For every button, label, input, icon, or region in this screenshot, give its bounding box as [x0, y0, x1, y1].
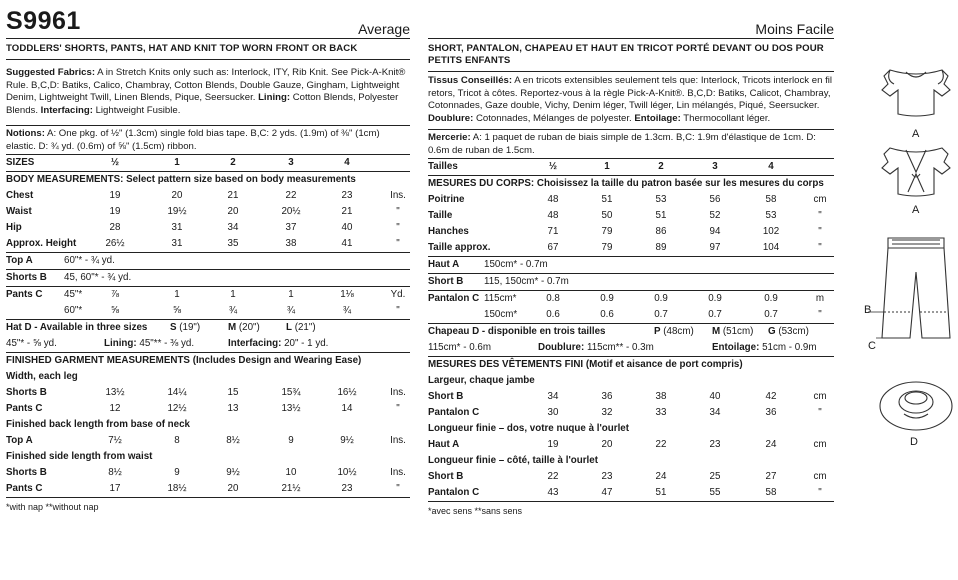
hat-title: Chapeau D - disponible en trois tailles — [428, 325, 606, 337]
left-body-measurements-title — [6, 171, 410, 188]
left-body-row — [6, 188, 410, 204]
left-side-row — [6, 481, 410, 497]
cell: 17 — [109, 482, 121, 494]
left-pants-c-yardage — [6, 303, 410, 319]
cell: 28 — [109, 221, 121, 233]
cell: 102 — [762, 225, 780, 237]
subsection-title: Width, each leg — [6, 370, 78, 382]
cell: 24 — [655, 470, 667, 482]
cell: 41 — [341, 237, 353, 249]
row-label: Short B — [428, 390, 464, 402]
right-side-row — [428, 485, 834, 501]
right-pants-c-yardage — [428, 290, 834, 307]
section-title: MESURES DES VÊTEMENTS FINI (Motif et aisance de port compris) — [428, 358, 743, 370]
cell: 71 — [547, 225, 559, 237]
cell: 7½ — [108, 434, 122, 446]
left-width-row — [6, 401, 410, 417]
cell: 32 — [601, 406, 613, 418]
cell: 43 — [547, 486, 559, 498]
sizes-label: Tailles — [428, 160, 458, 172]
cell: 35 — [227, 237, 239, 249]
row-label: Taille approx. — [428, 241, 491, 253]
cell: 14¼ — [167, 386, 187, 398]
row-label: Approx. Height — [6, 237, 77, 249]
right-width-row — [428, 405, 834, 421]
right-table-bottom-rule — [428, 501, 834, 502]
right-top-a-yardage — [428, 256, 834, 273]
hat-interfacing: Interfacing: 20" - 1 yd. — [228, 337, 329, 349]
row-label: Pants C — [6, 288, 43, 300]
cell: 25 — [709, 470, 721, 482]
cell: 51 — [655, 486, 667, 498]
cell: 38 — [655, 390, 667, 402]
left-pants-c-yardage — [6, 286, 410, 303]
cell: ⅝ — [172, 304, 182, 316]
row-label: Shorts B — [6, 271, 47, 283]
left-body-row — [6, 236, 410, 252]
cell: 20 — [227, 205, 239, 217]
section-title: BODY MEASUREMENTS: Select pattern size based on body measurements — [6, 173, 356, 185]
footnote-fr: *avec sens **sans sens — [428, 505, 523, 516]
cell: 1 — [174, 288, 180, 300]
label-a-2: A — [912, 204, 920, 216]
yardage-value: 115, 150cm* - 0.7m — [484, 275, 569, 287]
row-label: Top A — [6, 434, 33, 446]
subsection-title: Longueur finie – dos, votre nuque à l'ourlet — [428, 422, 630, 434]
subsection-title: Finished back length from base of neck — [6, 418, 191, 430]
left-table-bottom-rule — [6, 497, 410, 498]
left-body-row — [6, 220, 410, 236]
cell: 12½ — [167, 402, 187, 414]
cell: 0.8 — [546, 292, 560, 304]
unit: " — [396, 237, 400, 249]
unit: " — [818, 225, 822, 237]
right-finished-title — [428, 356, 834, 373]
right-side-row — [428, 469, 834, 485]
cell: 1 — [288, 288, 294, 300]
cell: 21 — [341, 205, 353, 217]
left-width-title — [6, 369, 410, 385]
cell: 47 — [601, 486, 613, 498]
cell: 34 — [709, 406, 721, 418]
hat-d-sketch — [880, 382, 952, 430]
unit: cm — [813, 390, 827, 402]
cell: 30 — [547, 406, 559, 418]
cell: 10½ — [337, 466, 357, 478]
cell: 38 — [285, 237, 297, 249]
cell: 1 — [230, 288, 236, 300]
cell: 23 — [601, 470, 613, 482]
unit: Ins. — [390, 434, 406, 446]
pattern-subtitle: TODDLERS' SHORTS, PANTS, HAT AND KNIT TOP WORN FRONT OR BACK — [6, 43, 358, 54]
fabric-width: 150cm* — [484, 308, 518, 320]
cell: 31 — [171, 237, 183, 249]
section-title: FINISHED GARMENT MEASUREMENTS (Includes Design and Wearing Ease) — [6, 354, 362, 366]
cell: 50 — [601, 209, 613, 221]
row-label: Poitrine — [428, 193, 465, 205]
left-shorts-b-yardage — [6, 269, 410, 286]
cell: 0.6 — [600, 308, 614, 320]
cell: 67 — [547, 241, 559, 253]
right-hat-sizes-row — [428, 323, 834, 340]
difficulty-level-fr: Moins Facile — [755, 21, 834, 37]
left-side-row — [6, 465, 410, 481]
cell: 23 — [709, 438, 721, 450]
pattern-subtitle-fr: SHORT, PANTALON, CHAPEAU ET HAUT EN TRICOT PORTÉ DEVANT OU DOS POUR PETITS ENFANTS — [428, 43, 824, 66]
cell: 34 — [547, 390, 559, 402]
cell: 22 — [655, 438, 667, 450]
size-0: ½ — [548, 160, 558, 172]
sizes-label: SIZES — [6, 156, 35, 168]
english-column — [6, 8, 410, 513]
label-a: A — [912, 128, 920, 140]
top-a-twist-sketch — [882, 148, 950, 196]
section-title: MESURES DU CORPS: Choisissez la taille du patron basée sur les mesures du corps — [428, 177, 824, 189]
cell: ⅝ — [110, 304, 120, 316]
hat-lining: Doublure: 115cm** - 0.3m — [538, 341, 654, 353]
cell: 0.9 — [600, 292, 614, 304]
row-label: Top A — [6, 254, 33, 266]
row-label: Pants C — [6, 482, 43, 494]
cell: 58 — [765, 193, 777, 205]
unit: Ins. — [390, 189, 406, 201]
size-2: 2 — [658, 160, 664, 172]
cell: 42 — [765, 390, 777, 402]
cell: 16½ — [337, 386, 357, 398]
unit: " — [396, 304, 400, 316]
cell: 21½ — [281, 482, 301, 494]
hat-size-2: G (53cm) — [768, 325, 809, 337]
row-label: Chest — [6, 189, 34, 201]
unit: " — [818, 406, 822, 418]
size-4: 4 — [344, 156, 350, 168]
unit: Yd. — [390, 288, 406, 300]
unit: " — [818, 308, 822, 320]
cell: ¾ — [228, 304, 238, 316]
cell: 0.7 — [764, 308, 778, 320]
cell: 15 — [227, 386, 239, 398]
cell: 10 — [285, 466, 297, 478]
fabric-width: 115cm* — [484, 292, 517, 304]
unit: cm — [813, 438, 827, 450]
cell: 48 — [547, 193, 559, 205]
left-finished-title — [6, 352, 410, 369]
cell: 33 — [655, 406, 667, 418]
hat-fabric: 45"* - ⅝ yd. — [6, 337, 57, 349]
suggested-fabrics: Suggested Fabrics: A in Stretch Knits only such as: Interlock, ITY, Rib Knit. See Pick-A-Knit® Rule. B,C,D: Batiks, Calico, Chambray, Cotton Blends, Double Gauze, Gingham, Lightweight Denim, Lightweight Twill, Linen Blends, Pique, Seersucker. Lining: Cotton Blends, Polyester Blends. Interfacing: Lightweight Fusible. — [6, 67, 406, 116]
garment-sketches — [846, 62, 958, 462]
cell: ¾ — [342, 304, 352, 316]
cell: 0.7 — [654, 308, 668, 320]
hat-interfacing: Entoilage: 51cm - 0.9m — [712, 341, 817, 353]
hat-size-1: M (51cm) — [712, 325, 754, 337]
right-width-title — [428, 373, 834, 389]
right-body-row — [428, 240, 834, 256]
left-back-title — [6, 417, 410, 433]
cell: 34 — [227, 221, 239, 233]
right-body-row — [428, 224, 834, 240]
cell: 79 — [601, 225, 613, 237]
size-1: 1 — [604, 160, 610, 172]
cell: 21 — [227, 189, 239, 201]
size-4: 4 — [768, 160, 774, 172]
cell: 94 — [709, 225, 721, 237]
fabric-width: 45"* — [64, 288, 83, 300]
cell: 0.9 — [654, 292, 668, 304]
unit: cm — [813, 193, 827, 205]
unit: " — [818, 486, 822, 498]
subsection-title: Longueur finie – côté, taille à l'ourlet — [428, 454, 598, 466]
cell: 79 — [601, 241, 613, 253]
cell: 9½ — [226, 466, 240, 478]
size-table — [6, 154, 410, 498]
cell: 36 — [765, 406, 777, 418]
fabric-width: 60"* — [64, 304, 83, 316]
pattern-code: S9961 — [6, 7, 81, 35]
right-sizes-row — [428, 158, 834, 175]
size-1: 1 — [174, 156, 180, 168]
cell: 23 — [341, 189, 353, 201]
right-width-row — [428, 389, 834, 405]
row-label: Short B — [428, 275, 464, 287]
cell: 13 — [227, 402, 239, 414]
row-label: Shorts B — [6, 386, 47, 398]
cell: 9½ — [340, 434, 354, 446]
footnote: *with nap **without nap — [6, 501, 99, 512]
garment-illustrations — [846, 62, 958, 462]
row-label: Hip — [6, 221, 22, 233]
cell: 19 — [109, 205, 121, 217]
cell: 1⅛ — [340, 288, 354, 300]
label-c: C — [868, 340, 876, 352]
row-label: Pantalon C — [428, 292, 480, 304]
right-back-row — [428, 437, 834, 453]
cell: 22 — [547, 470, 559, 482]
cell: ⅞ — [110, 288, 120, 300]
cell: 51 — [655, 209, 667, 221]
cell: 40 — [709, 390, 721, 402]
cell: 48 — [547, 209, 559, 221]
cell: 53 — [765, 209, 777, 221]
right-body-measurements-title — [428, 175, 834, 192]
left-top-a-yardage — [6, 252, 410, 269]
cell: ¾ — [286, 304, 296, 316]
cell: 0.9 — [764, 292, 778, 304]
size-table-fr — [428, 158, 834, 502]
cell: 13½ — [105, 386, 125, 398]
cell: 0.9 — [708, 292, 722, 304]
cell: 37 — [285, 221, 297, 233]
cell: 13½ — [281, 402, 301, 414]
size-3: 3 — [712, 160, 718, 172]
cell: 19 — [109, 189, 121, 201]
cell: 86 — [655, 225, 667, 237]
row-label: Pants C — [6, 402, 43, 414]
subsection-title: Finished side length from waist — [6, 450, 153, 462]
cell: 8½ — [108, 466, 122, 478]
right-hat-yardage-row — [428, 340, 834, 356]
subsection-title: Largeur, chaque jambe — [428, 374, 535, 386]
unit: m — [815, 292, 825, 304]
row-label: Hanches — [428, 225, 469, 237]
cell: 8½ — [226, 434, 240, 446]
cell: 14 — [341, 402, 353, 414]
cell: 23 — [341, 482, 353, 494]
left-sizes-row — [6, 154, 410, 171]
row-label: Taille — [428, 209, 453, 221]
cell: 0.6 — [546, 308, 560, 320]
cell: 51 — [601, 193, 613, 205]
top-a-sketch — [882, 70, 950, 116]
size-2: 2 — [230, 156, 236, 168]
unit: " — [396, 482, 400, 494]
difficulty-level: Average — [358, 21, 410, 37]
cell: 12 — [109, 402, 121, 414]
cell: 27 — [765, 470, 777, 482]
left-side-title — [6, 449, 410, 465]
left-hat-sizes-row — [6, 319, 410, 336]
yardage-value: 150cm* - 0.7m — [484, 258, 548, 270]
cell: 26½ — [105, 237, 125, 249]
cell: 97 — [709, 241, 721, 253]
yardage-value: 60"* - ¾ yd. — [64, 254, 115, 266]
notions-fr: Mercerie: A: 1 paquet de ruban de biais simple de 1.3cm. B,C: 1.9m d'élastique de 1cm. D: 0.6m de ruban de 1.5cm. — [428, 132, 816, 156]
notions: Notions: A: One pkg. of ½" (1.3cm) single fold bias tape. B,C: 2 yds. (1.9m) of ⅜" (1cm) elastic. D: ¾ yd. (0.6m) of ⅝" (1.5cm) ribbon. — [6, 128, 380, 152]
unit: " — [396, 221, 400, 233]
cell: 15¾ — [281, 386, 301, 398]
unit: " — [396, 402, 400, 414]
cell: 40 — [341, 221, 353, 233]
unit: Ins. — [390, 466, 406, 478]
cell: 89 — [655, 241, 667, 253]
size-0: ½ — [110, 156, 120, 168]
cell: 0.7 — [708, 308, 722, 320]
suggested-fabrics-fr: Tissus Conseillés: A en tricots extensibles seulement tels que: Interlock, Tricots interlock en fil retors, Tricot à côtes. Reportez-vous à la règle Pick-A-Knit®. B,C,D: Batiks, Calicot, Chambray, Cotonnades, Gaze double, Vichy, Denim léger, Twill léger, Lin mélangés, Piqué, Seersucker. Doublure: Cotonnades, Mélanges de polyester. Entoilage: Thermocollant léger. — [428, 75, 833, 124]
row-label: Pantalon C — [428, 406, 480, 418]
unit: " — [818, 241, 822, 253]
right-pants-c-yardage — [428, 307, 834, 323]
hat-size-2: L (21") — [286, 321, 316, 333]
cell: 8 — [174, 434, 180, 446]
cell: 58 — [765, 486, 777, 498]
cell: 20½ — [281, 205, 301, 217]
label-b: B — [864, 304, 872, 316]
row-label: Haut A — [428, 258, 460, 270]
right-shorts-b-yardage — [428, 273, 834, 290]
label-d: D — [910, 436, 918, 448]
cell: 20 — [601, 438, 613, 450]
hat-lining: Lining: 45"** - ⅜ yd. — [104, 337, 195, 349]
unit: Ins. — [390, 386, 406, 398]
size-3: 3 — [288, 156, 294, 168]
unit: " — [396, 205, 400, 217]
cell: 22 — [285, 189, 297, 201]
row-label: Short B — [428, 470, 464, 482]
cell: 9 — [174, 466, 180, 478]
cell: 18½ — [167, 482, 187, 494]
hat-size-0: S (19") — [170, 321, 201, 333]
right-side-title — [428, 453, 834, 469]
cell: 53 — [655, 193, 667, 205]
cell: 20 — [171, 189, 183, 201]
left-back-row — [6, 433, 410, 449]
cell: 20 — [227, 482, 239, 494]
cell: 104 — [762, 241, 780, 253]
right-body-row — [428, 192, 834, 208]
hat-size-0: P (48cm) — [654, 325, 694, 337]
left-width-row — [6, 385, 410, 401]
cell: 31 — [171, 221, 183, 233]
unit: " — [818, 209, 822, 221]
cell: 9 — [288, 434, 294, 446]
row-label: Pantalon C — [428, 486, 480, 498]
cell: 19 — [547, 438, 559, 450]
yardage-value: 45, 60"* - ¾ yd. — [64, 271, 132, 283]
left-body-row — [6, 204, 410, 220]
cell: 52 — [709, 209, 721, 221]
hat-title: Hat D - Available in three sizes — [6, 321, 148, 333]
pants-bc-sketch — [882, 238, 950, 338]
row-label: Shorts B — [6, 466, 47, 478]
left-hat-yardage-row — [6, 336, 410, 352]
cell: 56 — [709, 193, 721, 205]
right-back-title — [428, 421, 834, 437]
french-column — [428, 8, 834, 517]
row-label: Haut A — [428, 438, 460, 450]
cell: 55 — [709, 486, 721, 498]
cell: 24 — [765, 438, 777, 450]
right-body-row — [428, 208, 834, 224]
cell: 19½ — [167, 205, 187, 217]
unit: cm — [813, 470, 827, 482]
cell: 36 — [601, 390, 613, 402]
hat-size-1: M (20") — [228, 321, 260, 333]
row-label: Waist — [6, 205, 32, 217]
hat-fabric: 115cm* - 0.6m — [428, 341, 491, 353]
